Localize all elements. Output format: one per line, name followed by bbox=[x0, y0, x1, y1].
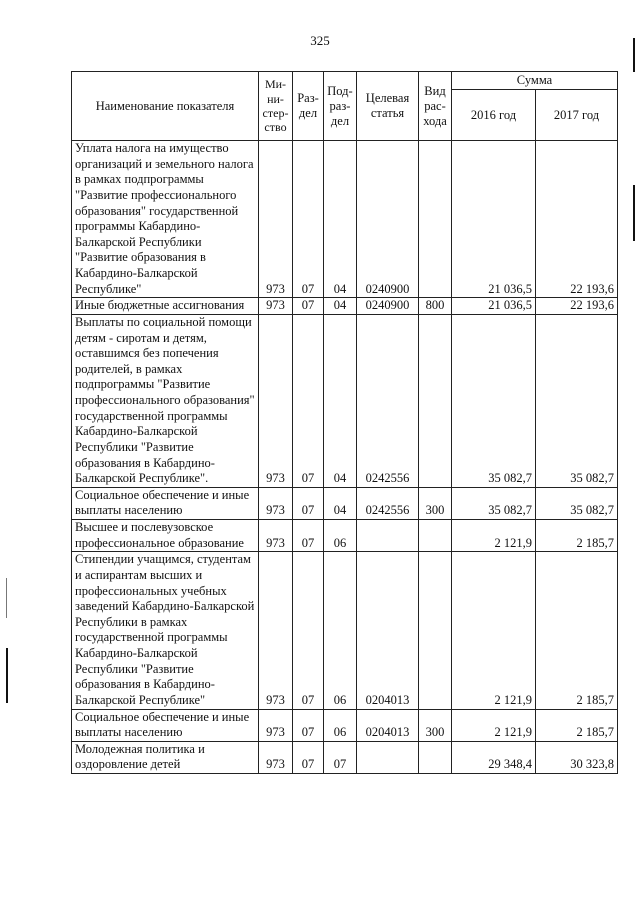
row-expense-type bbox=[419, 141, 452, 298]
row-sum-2016: 2 121,9 bbox=[452, 520, 536, 552]
row-target bbox=[357, 741, 419, 773]
row-sum-2017: 35 082,7 bbox=[536, 487, 618, 519]
row-ministry: 973 bbox=[259, 741, 293, 773]
row-ministry: 973 bbox=[259, 314, 293, 487]
budget-table bbox=[71, 71, 618, 774]
header-year-2016: 2016 год bbox=[452, 90, 536, 141]
row-name: Социальное обеспечение и иные выплаты населению bbox=[72, 487, 259, 519]
table-row bbox=[72, 314, 618, 487]
row-subsection: 06 bbox=[324, 520, 357, 552]
table-row bbox=[72, 741, 618, 773]
row-ministry: 973 bbox=[259, 298, 293, 315]
table-row bbox=[72, 709, 618, 741]
scan-mark-left-bottom bbox=[6, 648, 8, 703]
row-subsection: 04 bbox=[324, 298, 357, 315]
row-expense-type: 300 bbox=[419, 709, 452, 741]
row-sum-2016: 21 036,5 bbox=[452, 298, 536, 315]
header-target: Целевая статья bbox=[357, 72, 419, 141]
table-row bbox=[72, 141, 618, 298]
row-target: 0240900 bbox=[357, 141, 419, 298]
row-section: 07 bbox=[293, 314, 324, 487]
header-year-2017: 2017 год bbox=[536, 90, 618, 141]
row-sum-2016: 35 082,7 bbox=[452, 314, 536, 487]
row-section: 07 bbox=[293, 520, 324, 552]
header-section: Раз- дел bbox=[293, 72, 324, 141]
table-row bbox=[72, 298, 618, 315]
row-expense-type: 300 bbox=[419, 487, 452, 519]
table-row bbox=[72, 520, 618, 552]
row-sum-2017: 22 193,6 bbox=[536, 141, 618, 298]
header-sum: Сумма bbox=[452, 72, 618, 90]
row-sum-2016: 21 036,5 bbox=[452, 141, 536, 298]
row-target: 0242556 bbox=[357, 314, 419, 487]
row-subsection: 07 bbox=[324, 741, 357, 773]
row-section: 07 bbox=[293, 141, 324, 298]
row-target: 0204013 bbox=[357, 552, 419, 709]
row-sum-2017: 30 323,8 bbox=[536, 741, 618, 773]
row-subsection: 04 bbox=[324, 487, 357, 519]
row-section: 07 bbox=[293, 298, 324, 315]
scan-mark-left-top bbox=[6, 578, 7, 618]
row-target: 0240900 bbox=[357, 298, 419, 315]
row-sum-2016: 2 121,9 bbox=[452, 552, 536, 709]
row-ministry: 973 bbox=[259, 487, 293, 519]
row-expense-type bbox=[419, 520, 452, 552]
header-expense-type: Вид рас- хода bbox=[419, 72, 452, 141]
row-expense-type bbox=[419, 552, 452, 709]
row-target: 0242556 bbox=[357, 487, 419, 519]
header-subsection: Под- раз- дел bbox=[324, 72, 357, 141]
scan-mark-right-middle bbox=[633, 185, 635, 241]
page-number: 325 bbox=[310, 33, 330, 48]
row-name: Молодежная политика и оздоровление детей bbox=[72, 741, 259, 773]
row-section: 07 bbox=[293, 552, 324, 709]
row-subsection: 04 bbox=[324, 314, 357, 487]
row-sum-2017: 2 185,7 bbox=[536, 552, 618, 709]
row-sum-2017: 35 082,7 bbox=[536, 314, 618, 487]
row-ministry: 973 bbox=[259, 552, 293, 709]
row-target bbox=[357, 520, 419, 552]
row-subsection: 04 bbox=[324, 141, 357, 298]
table-row bbox=[72, 552, 618, 709]
row-target: 0204013 bbox=[357, 709, 419, 741]
table-row bbox=[72, 487, 618, 519]
row-sum-2016: 35 082,7 bbox=[452, 487, 536, 519]
row-expense-type: 800 bbox=[419, 298, 452, 315]
row-sum-2017: 22 193,6 bbox=[536, 298, 618, 315]
row-name: Стипендии учащимся, студентам и аспирантам высших и профессиональных учебных заведений Кабардино-Балкарской Республики в рамках государственной программы Кабардино-Балкарской Республики "Развитие образования в Кабардино-Балкарской Республике" bbox=[72, 552, 259, 709]
row-subsection: 06 bbox=[324, 709, 357, 741]
row-expense-type bbox=[419, 314, 452, 487]
row-sum-2016: 29 348,4 bbox=[452, 741, 536, 773]
row-name: Высшее и послевузовское профессиональное образование bbox=[72, 520, 259, 552]
header-ministry: Ми- ни- стер- ство bbox=[259, 72, 293, 141]
row-sum-2016: 2 121,9 bbox=[452, 709, 536, 741]
row-section: 07 bbox=[293, 487, 324, 519]
scan-mark-right-top bbox=[633, 38, 635, 72]
row-name: Социальное обеспечение и иные выплаты населению bbox=[72, 709, 259, 741]
row-name: Иные бюджетные ассигнования bbox=[72, 298, 259, 315]
table-header bbox=[72, 72, 618, 141]
row-subsection: 06 bbox=[324, 552, 357, 709]
row-section: 07 bbox=[293, 709, 324, 741]
row-section: 07 bbox=[293, 741, 324, 773]
row-ministry: 973 bbox=[259, 709, 293, 741]
row-ministry: 973 bbox=[259, 520, 293, 552]
row-ministry: 973 bbox=[259, 141, 293, 298]
row-name: Выплаты по социальной помощи детям - сиротам и детям, оставшимся без попечения родителей, в рамках подпрограммы "Развитие профессионального образования" государственной программы Кабардино-Балкарской Республики "Развитие образования в Кабардино-Балкарской Республике". bbox=[72, 314, 259, 487]
row-expense-type bbox=[419, 741, 452, 773]
row-sum-2017: 2 185,7 bbox=[536, 709, 618, 741]
row-sum-2017: 2 185,7 bbox=[536, 520, 618, 552]
table-body bbox=[72, 141, 618, 774]
row-name: Уплата налога на имущество организаций и земельного налога в рамках подпрограммы "Развитие профессионального образования" государственной программы Кабардино-Балкарской Республики "Развитие образования в Кабардино-Балкарской Республике" bbox=[72, 141, 259, 298]
header-name: Наименование показателя bbox=[72, 72, 259, 141]
